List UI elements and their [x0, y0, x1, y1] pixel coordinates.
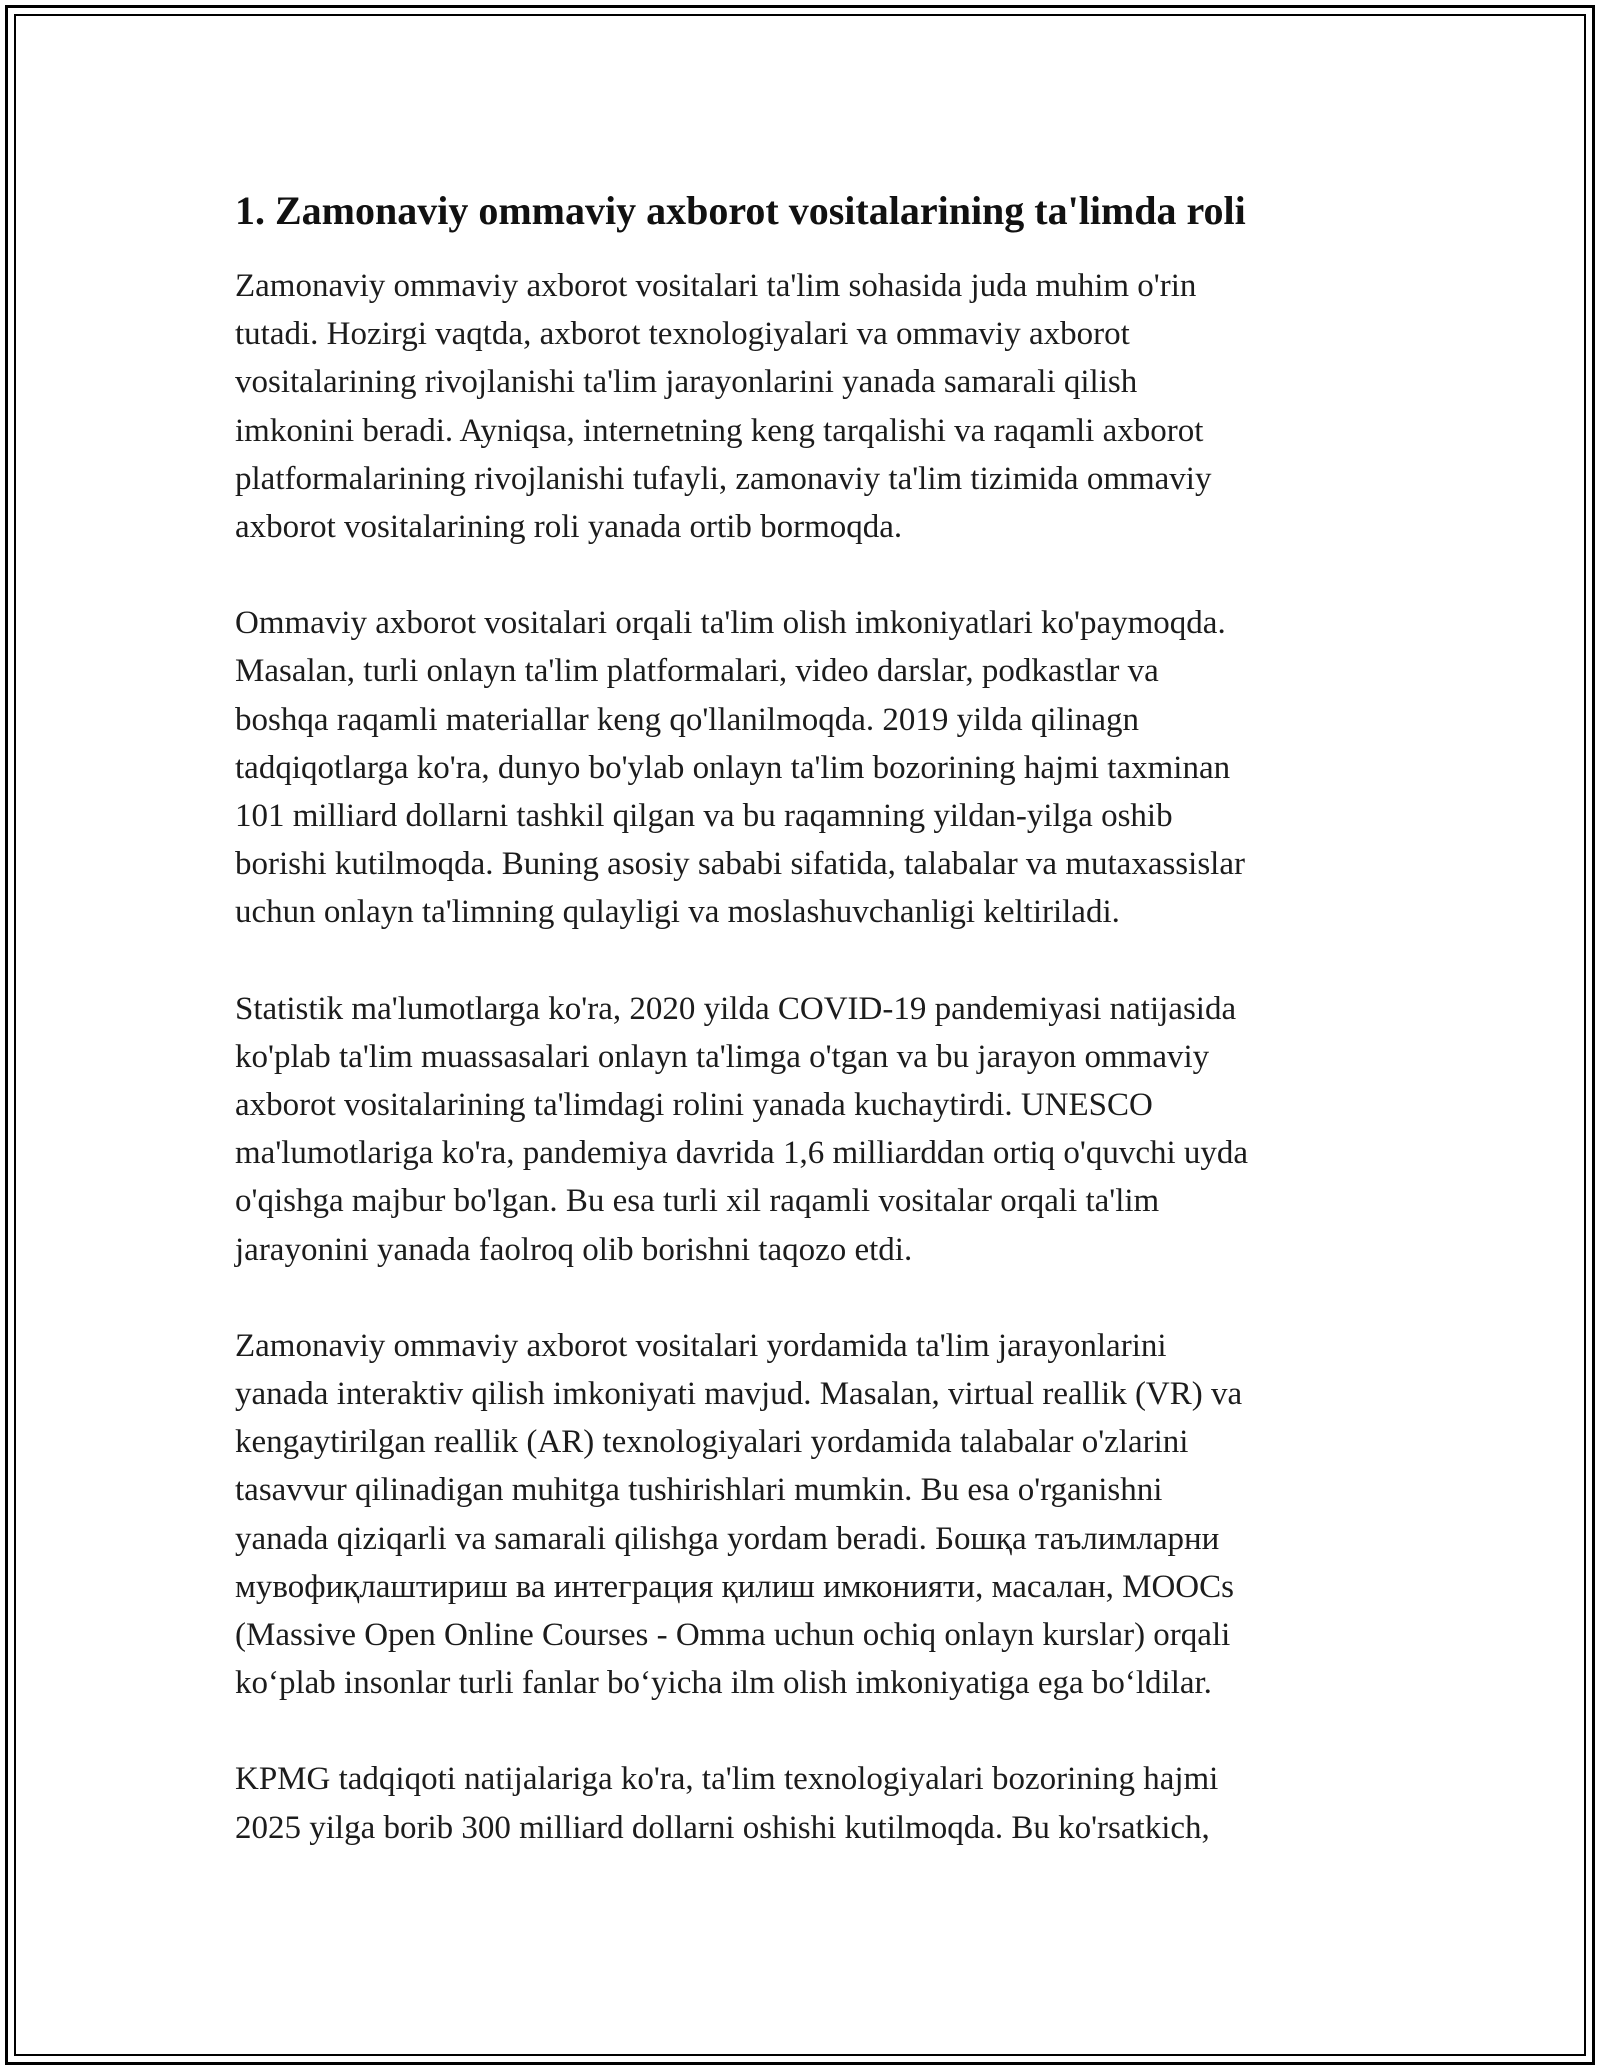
paragraph-line: (Massive Open Online Courses - Omma uchun ochiq onlayn kurslar) orqali [235, 1617, 1231, 1654]
paragraph-line: Masalan, turli onlayn ta'lim platformalari, video darslar, podkastlar va [235, 653, 1159, 690]
paragraph-line: 101 milliard dollarni tashkil qilgan va bu raqamning yildan-yilga oshib [235, 798, 1173, 835]
paragraph-line: ma'lumotlariga ko'ra, pandemiya davrida 1,6 milliarddan ortiq o'quvchi uyda [235, 1135, 1249, 1172]
paragraph-1 [235, 262, 1375, 551]
paragraph-line: imkonini beradi. Ayniqsa, internetning keng tarqalishi va raqamli axborot [235, 412, 1204, 449]
paragraph-line: platformalarining rivojlanishi tufayli, zamonaviy ta'lim tizimida ommaviy [235, 460, 1212, 497]
paragraph-line: kengaytirilgan reallik (AR) texnologiyalari yordamida talabalar o'zlarini [235, 1424, 1189, 1461]
paragraph-line: jarayonini yanada faolroq olib borishni taqozo etdi. [235, 1231, 913, 1268]
section-title: 1. Zamonaviy ommaviy axborot vositalarining ta'limda roli [235, 188, 1246, 233]
paragraph-line: borishi kutilmoqda. Buning asosiy sababi sifatida, talabalar va mutaxassislar [235, 846, 1245, 883]
paragraph-line: Zamonaviy ommaviy axborot vositalari ta'lim sohasida juda muhim o'rin [235, 268, 1197, 304]
paragraph-line: vositalarining rivojlanishi ta'lim jarayonlarini yanada samarali qilish [235, 364, 1138, 401]
paragraph-line: ko‘plab insonlar turli fanlar bo‘yicha ilm olish imkoniyatiga ega bo‘ldilar. [235, 1665, 1212, 1702]
paragraph-line: ko'plab ta'lim muassasalari onlayn ta'limga o'tgan va bu jarayon ommaviy [235, 1038, 1210, 1075]
paragraph-line: Ommaviy axborot vositalari orqali ta'lim olish imkoniyatlari ko'paymoqda. [235, 605, 1226, 642]
document-body [235, 186, 1375, 1900]
paragraph-line: o'qishga majbur bo'lgan. Bu esa turli xil raqamli vositalar orqali ta'lim [235, 1183, 1160, 1220]
paragraph-line: Statistik ma'lumotlarga ko'ra, 2020 yilda COVID-19 pandemiyasi natijasida [235, 990, 1237, 1027]
paragraph-line: yanada interaktiv qilish imkoniyati mavjud. Masalan, virtual reallik (VR) va [235, 1376, 1243, 1413]
paragraph-line: Zamonaviy ommaviy axborot vositalari yordamida ta'lim jarayonlarini [235, 1327, 1167, 1364]
paragraph-3 [235, 985, 1375, 1274]
paragraph-line: tutadi. Hozirgi vaqtda, axborot texnologiyalari va ommaviy axborot [235, 316, 1130, 353]
paragraph-2 [235, 599, 1375, 936]
paragraph-line: axborot vositalarining roli yanada ortib bormoqda. [235, 509, 903, 546]
paragraph-line: boshqa raqamli materiallar keng qo'llanilmoqda. 2019 yilda qilinagn [235, 701, 1140, 738]
paragraph-4 [235, 1322, 1375, 1708]
paragraph-line: axborot vositalarining ta'limdagi rolini yanada kuchaytirdi. UNESCO [235, 1087, 1153, 1124]
paragraph-line: мувофиқлаштириш ва интеграция қилиш имконияти, масалан, MOOCs [235, 1568, 1234, 1605]
paragraph-line: yanada qiziqarli va samarali qilishga yordam beradi. Бошқа таълимларни [235, 1520, 1220, 1557]
paragraph-line: 2025 yilga borib 300 milliard dollarni oshishi kutilmoqda. Bu ko'rsatkich, [235, 1809, 1210, 1846]
paragraph-line: tadqiqotlarga ko'ra, dunyo bo'ylab onlayn ta'lim bozorining hajmi taxminan [235, 749, 1231, 786]
paragraph-line: uchun onlayn ta'limning qulayligi va moslashuvchanligi keltiriladi. [235, 894, 1120, 931]
paragraph-list [235, 262, 1375, 1852]
paragraph-line: tasavvur qilinadigan muhitga tushirishlari mumkin. Bu esa o'rganishni [235, 1472, 1163, 1509]
paragraph-line: KPMG tadqiqoti natijalariga ko'ra, ta'lim texnologiyalari bozorining hajmi [235, 1761, 1219, 1798]
paragraph-5 [235, 1755, 1375, 1851]
